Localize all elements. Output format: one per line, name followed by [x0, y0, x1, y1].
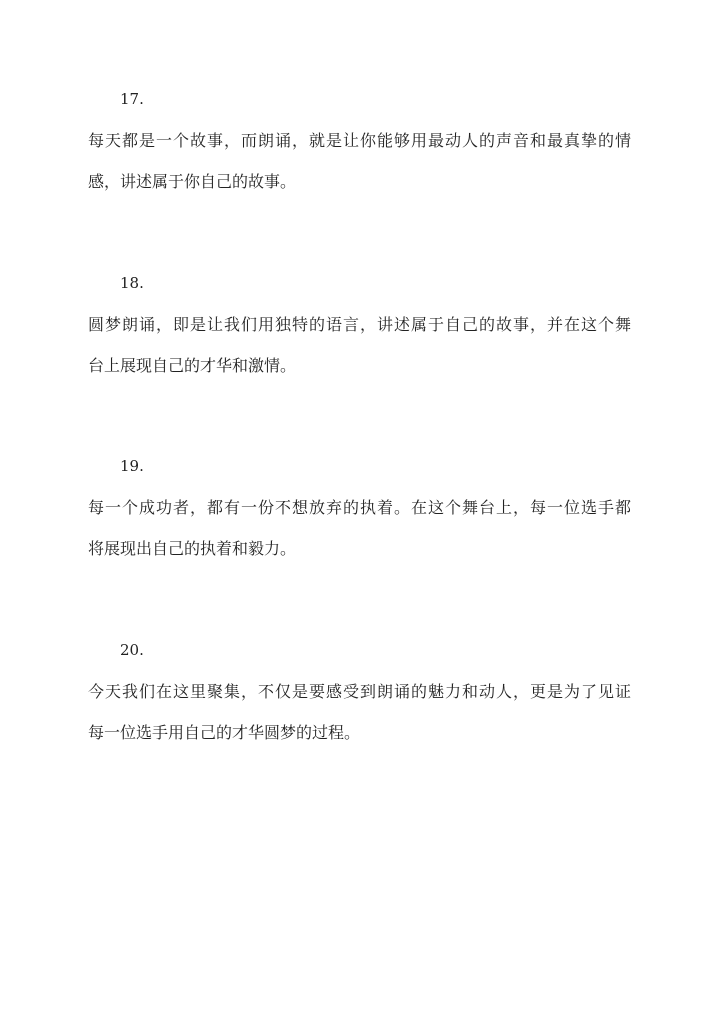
- paragraph-line: 感，讲述属于你自己的故事。: [88, 172, 297, 191]
- paragraph-line: 台上展现自己的才华和激情。: [88, 356, 297, 375]
- paragraph-line: 将展现出自己的执着和毅力。: [88, 539, 297, 558]
- paragraph-line: 每天都是一个故事，而朗诵，就是让你能够用最动人的声音和最真挚的情: [88, 131, 631, 150]
- paragraph-line: 每一位选手用自己的才华圆梦的过程。: [88, 723, 361, 742]
- paragraph-line: 每一个成功者，都有一份不想放弃的执着。在这个舞台上，每一位选手都: [88, 498, 631, 517]
- paragraph-line: 圆梦朗诵，即是让我们用独特的语言，讲述属于自己的故事，并在这个舞: [88, 315, 631, 334]
- entry-number: 18.: [120, 274, 144, 292]
- paragraph-line: 今天我们在这里聚集，不仅是要感受到朗诵的魅力和动人，更是为了见证: [88, 682, 631, 701]
- entry-number: 17.: [120, 90, 144, 108]
- entry-number: 19.: [120, 457, 144, 475]
- entry-number: 20.: [120, 641, 144, 659]
